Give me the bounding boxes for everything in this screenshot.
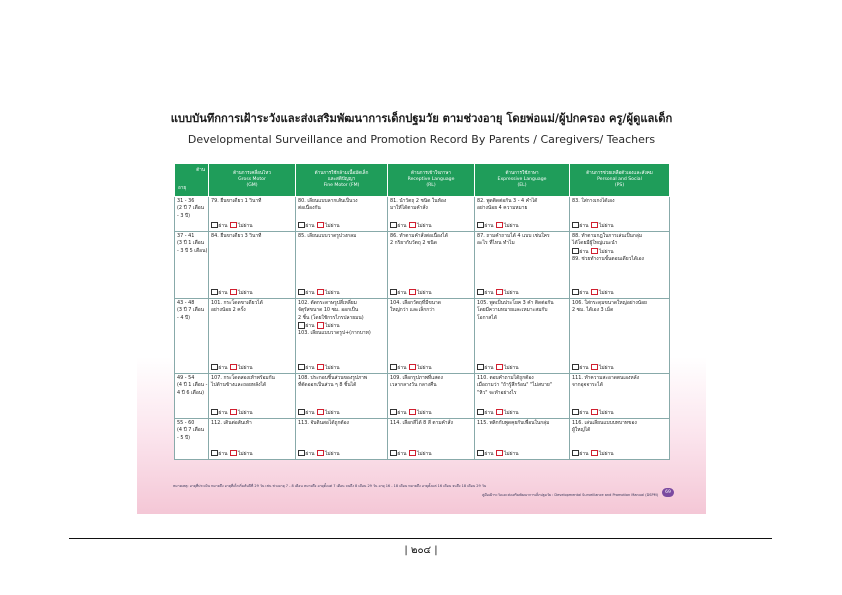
fail-checkbox[interactable]: [230, 409, 237, 416]
pass-checkbox[interactable]: [572, 409, 579, 416]
fail-checkbox[interactable]: [591, 364, 598, 371]
header-ps: ด้านการช่วยเหลือตัวเองและสังคม Personal and Social (PS): [570, 164, 670, 197]
pass-fail-check[interactable]: ผ่าน ไม่ผ่าน: [572, 248, 667, 256]
pass-fail-check[interactable]: ผ่าน ไม่ผ่าน: [477, 222, 519, 230]
pass-checkbox[interactable]: [572, 222, 579, 229]
rl-cell: 86. ทำตามคำสั่งต่อเนื่องได้ 2 กริยากับวัตถุ 2 ชนิด ผ่าน ไม่ผ่าน: [388, 232, 475, 299]
fail-checkbox[interactable]: [317, 450, 324, 457]
pass-fail-check[interactable]: ผ่าน ไม่ผ่าน: [211, 222, 253, 230]
pass-checkbox[interactable]: [298, 364, 305, 371]
ps-cell: 88. ทำตามกฎในการเล่นเป็นกลุ่ม ได้โดยมีผู้ใหญ่แนะนำ ผ่าน ไม่ผ่าน 89. ช่วยทำงานขั้นตอนเดียวได้เอง ผ่าน ไม่ผ่าน: [570, 232, 670, 299]
rl-cell: 109. เลือกรูปภาพที่แสดง เวลากลางวัน กลางคืน ผ่าน ไม่ผ่าน: [388, 374, 475, 419]
pass-fail-check[interactable]: ผ่าน ไม่ผ่าน: [298, 450, 340, 458]
pass-fail-check[interactable]: ผ่าน ไม่ผ่าน: [298, 222, 340, 230]
page-badge: 69: [662, 488, 674, 497]
fail-checkbox[interactable]: [317, 222, 324, 229]
fail-checkbox[interactable]: [317, 409, 324, 416]
pass-fail-check[interactable]: ผ่าน ไม่ผ่าน: [211, 364, 253, 372]
fail-checkbox[interactable]: [230, 364, 237, 371]
gm-cell: 112. เดินต่อส้นเท้า ผ่าน ไม่ผ่าน: [209, 419, 296, 460]
pass-checkbox[interactable]: [211, 222, 218, 229]
document-panel: [137, 101, 706, 514]
pass-fail-check[interactable]: ผ่าน ไม่ผ่าน: [477, 450, 519, 458]
fail-checkbox[interactable]: [230, 450, 237, 457]
fail-checkbox[interactable]: [409, 222, 416, 229]
fail-checkbox[interactable]: [591, 409, 598, 416]
fm-cell: 108. ประกอบชิ้นส่วนของรูปภาพ ที่ตัดออกเป็นส่วน ๆ 8 ชิ้นได้ ผ่าน ไม่ผ่าน: [296, 374, 388, 419]
el-cell: 87. ถามคำถามได้ 4 แบบ เช่นใคร อะไร ที่ไหน ทำไม ผ่าน ไม่ผ่าน: [475, 232, 570, 299]
title-thai: แบบบันทึกการเฝ้าระวังและส่งเสริมพัฒนาการเด็กปฐมวัย ตามช่วงอายุ โดยพ่อแม่/ผู้ปกครอง ครู/ผู้ดูแลเด็ก: [170, 112, 673, 125]
table-row: [175, 197, 670, 232]
gm-cell: 107. กระโดดสองเท้าพร้อมกัน ไปด้านข้างและถอยหลังได้ ผ่าน ไม่ผ่าน: [209, 374, 296, 419]
pass-checkbox[interactable]: [572, 248, 579, 255]
fm-cell: 85. เลียนแบบวาดรูปวงกลม ผ่าน ไม่ผ่าน: [296, 232, 388, 299]
fail-checkbox[interactable]: [317, 364, 324, 371]
fail-checkbox[interactable]: [317, 322, 324, 329]
pass-fail-check[interactable]: ผ่าน ไม่ผ่าน: [390, 409, 432, 417]
fm-cell: 113. จับดินสอได้ถูกต้อง ผ่าน ไม่ผ่าน: [296, 419, 388, 460]
footnote: หมายเหตุ: อายุที่ประเมิน หมายถึง อายุที่เด็กเริ่มต้นปีที่ 29 วัน เช่น ช่วงอายุ 7 - 8 เดือน หมายถึง อายุตั้งแต่ 7 เดือน จนถึง 8 เดือน 29 วัน อายุ 16 - 18 เดือน หมายถึง อายุตั้งแต่ 16 เดือน จนถึง 18 เดือน 29 วัน: [173, 484, 487, 488]
pass-checkbox[interactable]: [298, 289, 305, 296]
el-cell: 110. ตอบคำถามได้ถูกต้อง เมื่อถามว่า "ถ้ารู้สึกร้อน" "ไม่สบาย" "หิว" จะทำอย่างไร ผ่าน ไม่ผ่าน: [475, 374, 570, 419]
fail-checkbox[interactable]: [409, 289, 416, 296]
fail-checkbox[interactable]: [496, 289, 503, 296]
pass-fail-check[interactable]: ผ่าน ไม่ผ่าน: [477, 364, 519, 372]
fail-checkbox[interactable]: [496, 409, 503, 416]
gm-cell: 79. ยืนขาเดียว 1 วินาที ผ่าน ไม่ผ่าน: [209, 197, 296, 232]
fail-checkbox[interactable]: [591, 450, 598, 457]
table-row: [175, 232, 670, 299]
pass-fail-check[interactable]: ผ่าน ไม่ผ่าน: [298, 289, 340, 297]
header-rl: ด้านการเข้าใจภาษา Receptive Language (RL): [388, 164, 475, 197]
pass-fail-check[interactable]: ผ่าน ไม่ผ่าน: [298, 409, 340, 417]
pass-checkbox[interactable]: [211, 364, 218, 371]
header-age: ด้าน อายุ: [175, 164, 209, 197]
pass-checkbox[interactable]: [390, 289, 397, 296]
fail-checkbox[interactable]: [230, 222, 237, 229]
record-table: [174, 163, 670, 460]
rl-cell: 81. นำวัตถุ 2 ชนิด ในห้อง มาให้ได้ตามคำสั่ง ผ่าน ไม่ผ่าน: [388, 197, 475, 232]
pass-fail-check[interactable]: ผ่าน ไม่ผ่าน: [211, 450, 253, 458]
table-row: [175, 374, 670, 419]
age-cell: 55 - 60 (4 ปี 7 เดือน - 5 ปี): [175, 419, 209, 460]
pass-checkbox[interactable]: [211, 409, 218, 416]
pass-fail-check[interactable]: ผ่าน ไม่ผ่าน: [390, 364, 432, 372]
pass-fail-check[interactable]: ผ่าน ไม่ผ่าน: [572, 289, 614, 297]
table-row: [175, 419, 670, 460]
pass-checkbox[interactable]: [298, 409, 305, 416]
pass-fail-check[interactable]: ผ่าน ไม่ผ่าน: [298, 364, 340, 372]
pass-fail-check[interactable]: ผ่าน ไม่ผ่าน: [572, 409, 614, 417]
age-cell: 49 - 54 (4 ปี 1 เดือน - 4 ปี 6 เดือน): [175, 374, 209, 419]
age-cell: 37 - 41 (3 ปี 1 เดือน - 3 ปี 5 เดือน): [175, 232, 209, 299]
fail-checkbox[interactable]: [591, 289, 598, 296]
pass-fail-check[interactable]: ผ่าน ไม่ผ่าน: [211, 409, 253, 417]
pass-checkbox[interactable]: [572, 289, 579, 296]
manual-credit: คู่มือเฝ้าระวังและส่งเสริมพัฒนาการเด็กปฐมวัย : Developmental Surveillance and Promotion Manual (DSPM): [482, 493, 658, 497]
rl-cell: 114. เลือกสีได้ 8 สี ตามคำสั่ง ผ่าน ไม่ผ่าน: [388, 419, 475, 460]
fail-checkbox[interactable]: [409, 409, 416, 416]
ps-cell: 111. ทำความสะอาดตนเองหลัง จากอุจจาระได้ ผ่าน ไม่ผ่าน: [570, 374, 670, 419]
ps-cell: 83. ใส่กางเกงได้เอง ผ่าน ไม่ผ่าน: [570, 197, 670, 232]
pass-checkbox[interactable]: [390, 222, 397, 229]
fail-checkbox[interactable]: [409, 450, 416, 457]
rl-cell: 104. เลือกวัตถุที่มีขนาด ใหญ่กว่า และเล็กกว่า ผ่าน ไม่ผ่าน: [388, 299, 475, 374]
pass-checkbox[interactable]: [211, 289, 218, 296]
pass-fail-check[interactable]: ผ่าน ไม่ผ่าน: [477, 409, 519, 417]
pass-checkbox[interactable]: [298, 322, 305, 329]
pass-checkbox[interactable]: [211, 450, 218, 457]
pass-checkbox[interactable]: [390, 450, 397, 457]
page-number: | ๒๐๔ |: [404, 545, 438, 556]
title-english: Developmental Surveillance and Promotion Record By Parents / Caregivers/ Teachers: [187, 133, 656, 146]
pass-fail-check[interactable]: ผ่าน ไม่ผ่าน: [477, 289, 519, 297]
pass-fail-check[interactable]: ผ่าน ไม่ผ่าน: [390, 222, 432, 230]
pass-checkbox[interactable]: [477, 289, 484, 296]
el-cell: 115. พลิกกับพูดคุยกับเพื่อนในกลุ่ม ผ่าน ไม่ผ่าน: [475, 419, 570, 460]
gm-cell: 84. ยืนขาเดียว 3 วินาที ผ่าน ไม่ผ่าน: [209, 232, 296, 299]
header-fm: ด้านการใช้กล้ามเนื้อมัดเล็ก และสติปัญญา Fine Motor (FM): [296, 164, 388, 197]
fail-checkbox[interactable]: [317, 289, 324, 296]
pass-checkbox[interactable]: [477, 222, 484, 229]
pass-checkbox[interactable]: [477, 364, 484, 371]
pass-checkbox[interactable]: [298, 450, 305, 457]
pass-fail-check[interactable]: ผ่าน ไม่ผ่าน: [390, 289, 432, 297]
pass-fail-check[interactable]: ผ่าน ไม่ผ่าน: [211, 289, 253, 297]
fm-cell: 80. เลียนแบบลากเส้นเป็นวง ต่อเนื่องกัน ผ่าน ไม่ผ่าน: [296, 197, 388, 232]
fail-checkbox[interactable]: [591, 248, 598, 255]
fail-checkbox[interactable]: [496, 364, 503, 371]
age-cell: 31 - 36 (2 ปี 7 เดือน - 3 ปี): [175, 197, 209, 232]
pass-checkbox[interactable]: [572, 450, 579, 457]
fm-cell: 102. ตัดกระดาษรูปสี่เหลี่ยม จัตุรัสขนาด 10 ซม. ออกเป็น 2 ชิ้น (โดยใช้กรรไกรปลายมน) ผ่าน ไม่ผ่าน 103. เลียนแบบวาดรูป+(กากบาท) ผ่าน ไม่ผ่าน: [296, 299, 388, 374]
el-cell: 105. พูดเป็นประโยค 3 คำ ติดต่อกัน โดยมีความหมายและเหมาะสมกับ โอกาสได้ ผ่าน ไม่ผ่าน: [475, 299, 570, 374]
pass-checkbox[interactable]: [390, 364, 397, 371]
pass-fail-check[interactable]: ผ่าน ไม่ผ่าน: [390, 450, 432, 458]
pass-fail-check[interactable]: ผ่าน ไม่ผ่าน: [572, 450, 614, 458]
fail-checkbox[interactable]: [591, 222, 598, 229]
ps-cell: 116. เล่นเลียนแบบบทบาทของ ผู้ใหญ่ได้ ผ่าน ไม่ผ่าน: [570, 419, 670, 460]
pass-checkbox[interactable]: [298, 222, 305, 229]
pass-checkbox[interactable]: [572, 364, 579, 371]
fail-checkbox[interactable]: [496, 222, 503, 229]
pass-fail-check[interactable]: ผ่าน ไม่ผ่าน: [298, 322, 385, 330]
gm-cell: 101. กระโดดขาเดียวได้ อย่างน้อย 2 ครั้ง ผ่าน ไม่ผ่าน: [209, 299, 296, 374]
pass-fail-check[interactable]: ผ่าน ไม่ผ่าน: [572, 364, 614, 372]
fail-checkbox[interactable]: [496, 450, 503, 457]
fail-checkbox[interactable]: [409, 364, 416, 371]
el-cell: 82. พูดติดต่อกัน 3 - 4 คำได้ อย่างน้อย 4 ความหมาย ผ่าน ไม่ผ่าน: [475, 197, 570, 232]
fail-checkbox[interactable]: [230, 289, 237, 296]
ps-cell: 106. ใส่กระดุมขนาดใหญ่อย่างน้อย 2 ซม. ได้เอง 3 เม็ด ผ่าน ไม่ผ่าน: [570, 299, 670, 374]
header-el: ด้านการใช้ภาษา Expressive Language (EL): [475, 164, 570, 197]
footer-divider: [69, 538, 772, 539]
pass-checkbox[interactable]: [477, 450, 484, 457]
header-gm: ด้านการเคลื่อนไหว Gross Motor (GM): [209, 164, 296, 197]
header-row: [175, 164, 670, 197]
pass-fail-check[interactable]: ผ่าน ไม่ผ่าน: [572, 222, 614, 230]
table-row: [175, 299, 670, 374]
pass-checkbox[interactable]: [477, 409, 484, 416]
pass-checkbox[interactable]: [390, 409, 397, 416]
age-cell: 43 - 48 (3 ปี 7 เดือน - 4 ปี): [175, 299, 209, 374]
